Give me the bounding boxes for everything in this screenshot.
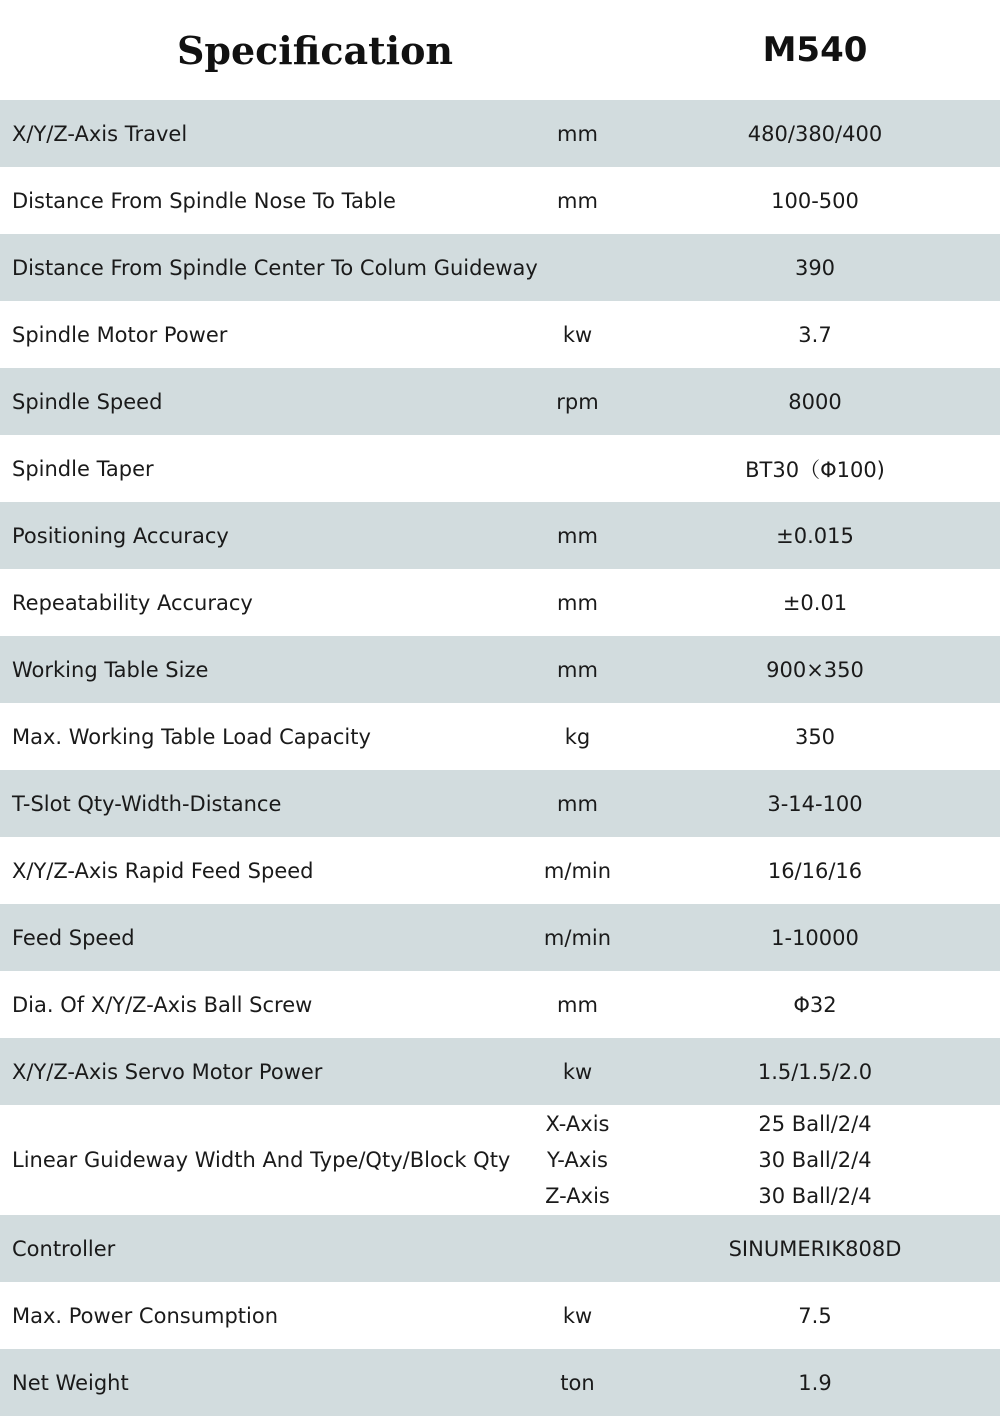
spec-unit: mm (557, 121, 598, 146)
spec-row-ball-screw-diameter (0, 971, 1000, 1038)
guideway-value-z: 30 Ball/2/4 (758, 1184, 872, 1208)
spec-unit (520, 1215, 635, 1282)
spec-value: 3-14-100 (767, 791, 863, 816)
spec-row-max-power-consumption (0, 1282, 1000, 1349)
spec-value: 350 (794, 724, 836, 749)
guideway-axis-x: X-Axis (545, 1112, 610, 1136)
spec-unit: mm (557, 657, 598, 682)
spec-row-spindle-speed (0, 368, 1000, 435)
guideway-axis-y: Y-Axis (546, 1148, 608, 1172)
spec-row-positioning-accuracy (0, 502, 1000, 569)
spec-value: 7.5 (798, 1303, 832, 1328)
spec-value: 16/16/16 (767, 858, 863, 883)
spec-row-axis-travel (0, 100, 1000, 167)
spec-name: Max. Working Table Load Capacity (12, 724, 371, 749)
spec-row-t-slot (0, 770, 1000, 837)
spec-row-servo-motor-power (0, 1038, 1000, 1105)
spec-unit: kw (562, 322, 593, 347)
spec-name: Spindle Motor Power (12, 322, 228, 347)
spec-row-repeatability-accuracy (0, 569, 1000, 636)
spec-value: 100-500 (771, 188, 859, 213)
guideway-axis-z: Z-Axis (545, 1184, 610, 1208)
spec-name: Spindle Taper (12, 456, 154, 481)
spec-name: X/Y/Z-Axis Rapid Feed Speed (12, 858, 314, 883)
spec-name: Max. Power Consumption (12, 1303, 279, 1328)
spec-value: Φ32 (793, 992, 837, 1017)
spec-unit: kw (562, 1303, 593, 1328)
table-header (0, 0, 1000, 100)
spec-name: Linear Guideway Width And Type/Qty/Block Qty (12, 1148, 511, 1172)
spec-unit: mm (557, 992, 598, 1017)
guideway-value-y: 30 Ball/2/4 (758, 1148, 872, 1172)
spec-unit (520, 435, 635, 502)
spec-value: ±0.01 (782, 590, 848, 615)
spec-row-rapid-feed-speed (0, 837, 1000, 904)
guideway-axes (520, 1105, 635, 1215)
spec-value: 480/380/400 (747, 121, 883, 146)
spec-row-linear-guideway (0, 1105, 1000, 1215)
spec-value: 1-10000 (771, 925, 859, 950)
spec-name: Net Weight (12, 1370, 129, 1395)
spec-row-spindle-taper (0, 435, 1000, 502)
spec-value: 1.5/1.5/2.0 (757, 1059, 873, 1084)
spec-rows (0, 100, 1000, 1416)
spec-row-spindle-center-distance (0, 234, 1000, 301)
spec-name: Controller (12, 1236, 116, 1261)
spec-name: T-Slot Qty-Width-Distance (12, 791, 282, 816)
spec-value: 1.9 (798, 1370, 832, 1395)
spec-unit: kg (564, 724, 591, 749)
spec-row-feed-speed (0, 904, 1000, 971)
spec-unit: kw (562, 1059, 593, 1084)
spec-name: Repeatability Accuracy (12, 590, 253, 615)
spec-row-spindle-nose-distance (0, 167, 1000, 234)
spec-unit: mm (557, 523, 598, 548)
spec-value: 3.7 (798, 322, 832, 347)
spec-value: ±0.015 (776, 523, 854, 548)
spec-row-net-weight (0, 1349, 1000, 1416)
spec-value: BT30（Φ100) (745, 457, 885, 482)
spec-row-controller (0, 1215, 1000, 1282)
specification-heading: Specification (176, 27, 454, 73)
spec-name: Dia. Of X/Y/Z-Axis Ball Screw (12, 992, 313, 1017)
spec-name: X/Y/Z-Axis Servo Motor Power (12, 1059, 323, 1084)
spec-name: Distance From Spindle Center To Colum Guideway (12, 255, 538, 280)
guideway-value-x: 25 Ball/2/4 (758, 1112, 872, 1136)
spec-name: Distance From Spindle Nose To Table (12, 188, 396, 213)
spec-unit: m/min (543, 858, 612, 883)
spec-name: Positioning Accuracy (12, 523, 229, 548)
spec-unit (520, 234, 635, 301)
model-heading: M540 (762, 30, 868, 70)
spec-unit: rpm (556, 389, 599, 414)
spec-unit: m/min (543, 925, 612, 950)
spec-unit: mm (557, 791, 598, 816)
spec-name: X/Y/Z-Axis Travel (12, 121, 188, 146)
guideway-values (630, 1105, 1000, 1215)
spec-unit: ton (560, 1370, 595, 1395)
spec-unit: mm (557, 188, 598, 213)
spec-name: Working Table Size (12, 657, 209, 682)
spec-row-working-table-size (0, 636, 1000, 703)
spec-value: 900×350 (766, 657, 864, 682)
spec-value: SINUMERIK808D (728, 1236, 902, 1261)
spec-row-table-load-capacity (0, 703, 1000, 770)
spec-unit: mm (557, 590, 598, 615)
spec-value: 8000 (788, 389, 842, 414)
spec-value: 390 (794, 255, 836, 280)
spec-row-spindle-motor-power (0, 301, 1000, 368)
spec-name: Feed Speed (12, 925, 135, 950)
spec-name: Spindle Speed (12, 389, 163, 414)
